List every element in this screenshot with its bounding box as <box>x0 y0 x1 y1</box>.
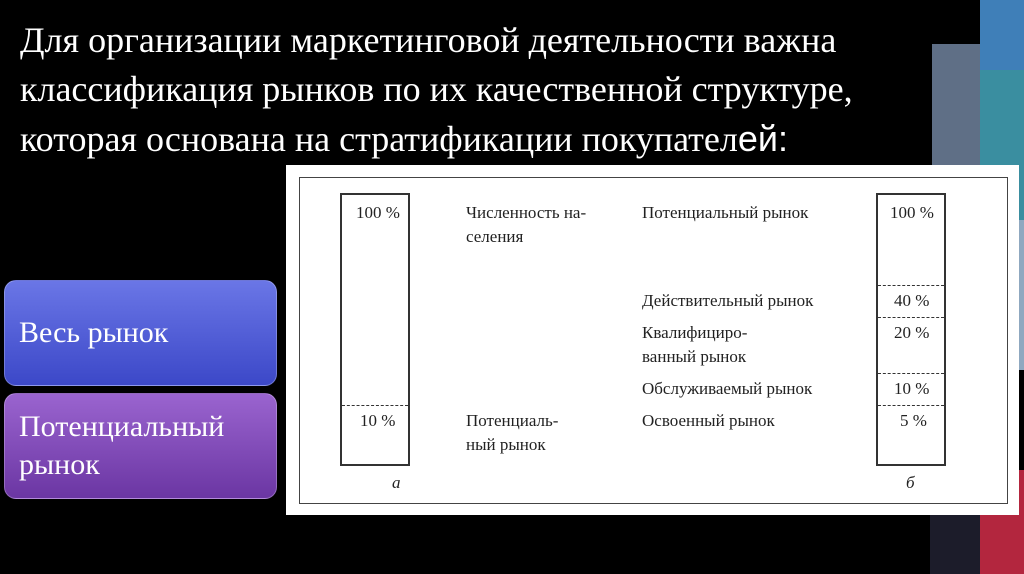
column-b-divider-2 <box>878 317 944 318</box>
slide-title-tail: ей: <box>737 118 788 159</box>
column-a-caption: а <box>392 473 401 492</box>
column-a-bottom-pct: 10 % <box>360 411 396 430</box>
slide-title-main: Для организации маркетинговой деятельности важна классификация рынков по их качественной структуре, которая основана на стратификации покупател <box>20 20 853 159</box>
column-a-top-pct: 100 % <box>356 203 400 222</box>
column-b-40: 40 % <box>894 291 930 310</box>
label-served: Обслуживаемый рынок <box>642 379 813 398</box>
potential-market-button[interactable] <box>4 393 277 499</box>
column-b-100: 100 % <box>890 203 934 222</box>
column-b-divider-4 <box>878 405 944 406</box>
potential-market-label: Потенциальный рынок <box>19 410 225 481</box>
label-mastered: Освоенный рынок <box>642 411 775 430</box>
market-structure-figure <box>286 165 1019 515</box>
label-actual: Действительный рынок <box>642 291 814 310</box>
decor-bar-blue <box>980 0 1024 70</box>
label-population: Численность на- селения <box>466 203 587 246</box>
column-a-divider <box>342 405 408 406</box>
column-b-divider-3 <box>878 373 944 374</box>
column-b-10: 10 % <box>894 379 930 398</box>
column-b-caption: б <box>906 473 915 492</box>
column-b-divider-1 <box>878 285 944 286</box>
label-qualified: Квалифициро- ванный рынок <box>642 323 748 366</box>
label-potential-a: Потенциаль- ный рынок <box>466 411 559 454</box>
whole-market-label: Весь рынок <box>19 316 169 349</box>
whole-market-button[interactable] <box>4 280 277 386</box>
label-potential-b: Потенциальный рынок <box>642 203 809 222</box>
slide-title <box>20 16 940 164</box>
column-b-20: 20 % <box>894 323 930 342</box>
column-b-5: 5 % <box>900 411 927 430</box>
